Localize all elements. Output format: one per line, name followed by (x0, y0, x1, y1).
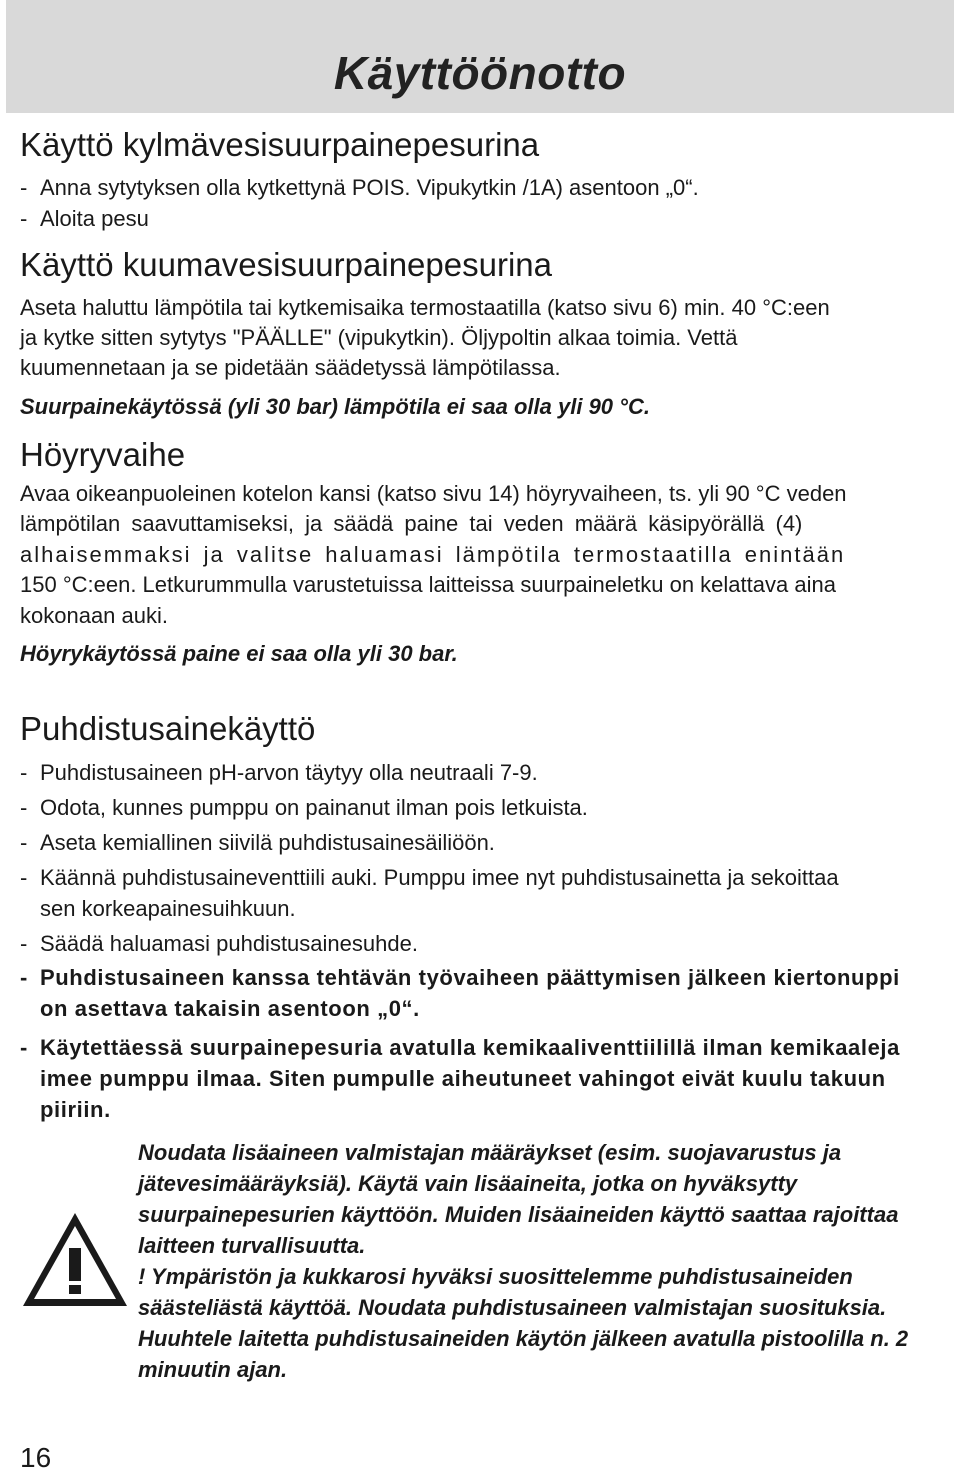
header-band (6, 0, 954, 113)
list-item: - Aseta kemiallinen siivilä puhdistusainesäiliöön. (20, 830, 495, 855)
page-number: 16 (20, 1442, 52, 1473)
hot-warning: Suurpainekäytössä (yli 30 bar) lämpötila ei saa olla yli 90 °C. (20, 394, 650, 419)
notice-paragraph: ! Ympäristön ja kukkarosi hyväksi suosittelemme puhdistusaineiden säästeliästä käyttöä. Noudata puhdistusaineen valmistajan suosituksia. Huuhtele laitetta puhdistusaineiden käytön jälkeen avatulla pistoolilla n. 2 minuutin ajan. (138, 1264, 909, 1382)
hot-line-1: Aseta haluttu lämpötila tai kytkemisaika termostaatilla (katso sivu 6) min. 40 °C:een (20, 295, 830, 320)
steam-line-2: lämpötilan saavuttamiseksi, ja säädä paine tai veden määrä käsipyörällä (4) (20, 511, 803, 536)
notice-box (138, 1137, 944, 1385)
list-item: - Puhdistusaineen kanssa tehtävän työvaiheen päättymisen jälkeen kiertonuppi on asettava takaisin asentoon „0“. (20, 965, 900, 1021)
steam-line-5: kokonaan auki. (20, 603, 168, 628)
list-item: - Aloita pesu (20, 206, 149, 231)
steam-line-3: alhaisemmaksi ja valitse haluamasi lämpötila termostaatilla enintään (20, 542, 846, 567)
list-item: - Käytettäessä suurpainepesuria avatulla kemikaaliventtiilillä ilman kemikaaleja imee pumppu ilmaa. Siten pumpulle aiheutuneet vahingot eivät kuulu takuun piiriin. (20, 1035, 900, 1122)
list-item: - Odota, kunnes pumppu on painanut ilman pois letkuista. (20, 795, 588, 820)
section-heading-cold: Käyttö kylmävesisuurpainepesurina (20, 126, 540, 163)
notice-paragraph: Noudata lisäaineen valmistajan määräykset (esim. suojavarustus ja jätevesimääräyksiä). Käytä vain lisäaineita, jotka on hyväksytty suurpainepesurien käyttöön. Muiden lisäaineiden käyttö saattaa rajoittaa laitteen turvallisuutta. (138, 1140, 899, 1258)
list-item: - Anna sytytyksen olla kytkettynä POIS. Vipukytkin /1A) asentoon „0“. (20, 175, 699, 200)
list-item: - Säädä haluamasi puhdistusainesuhde. (20, 931, 418, 956)
section-heading-detergent: Puhdistusainekäyttö (20, 710, 316, 747)
hot-line-2: ja kytke sitten sytytys "PÄÄLLE" (vipukytkin). Öljypoltin alkaa toimia. Vettä (20, 325, 738, 350)
list-item: - Käännä puhdistusaineventtiili auki. Pumppu imee nyt puhdistusainetta ja sekoittaa sen korkeapainesuihkuun. (20, 865, 839, 921)
list-item: - Puhdistusaineen pH-arvon täytyy olla neutraali 7-9. (20, 760, 538, 785)
section-heading-steam: Höyryvaihe (20, 436, 186, 473)
steam-line-4: 150 °C:een. Letkurummulla varustetuissa laitteissa suurpaineletku on kelattava aina (20, 572, 836, 597)
section-heading-hot: Käyttö kuumavesisuurpainepesurina (20, 246, 552, 283)
page-title: Käyttöönotto (333, 47, 627, 99)
hot-line-3: kuumennetaan ja se pidetään säädetyssä lämpötilassa. (20, 355, 561, 380)
steam-warning: Höyrykäytössä paine ei saa olla yli 30 bar. (20, 641, 458, 666)
cold-list (20, 172, 940, 234)
steam-line-1: Avaa oikeanpuoleinen kotelon kansi (katso sivu 14) höyryvaiheen, ts. yli 90 °C veden (20, 481, 847, 506)
warning-triangle-icon (20, 1210, 130, 1310)
detergent-list (20, 757, 850, 959)
detergent-bold-list (20, 962, 920, 1125)
